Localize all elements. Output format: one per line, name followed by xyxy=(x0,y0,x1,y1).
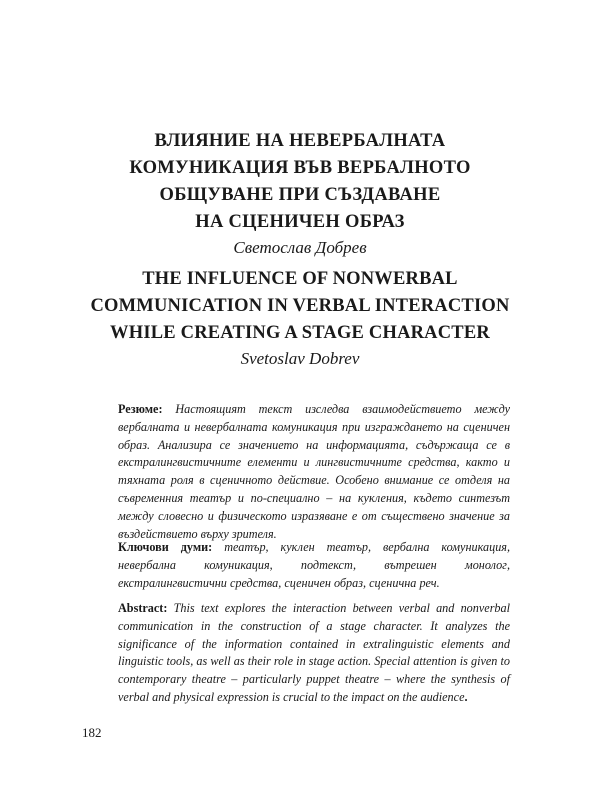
bulgarian-title-line: ОБЩУВАНЕ ПРИ СЪЗДАВАНЕ xyxy=(159,185,441,205)
english-title-line: WHILE CREATING A STAGE CHARACTER xyxy=(110,323,490,343)
english-abstract xyxy=(118,600,510,707)
english-title-line: COMMUNICATION IN VERBAL INTERACTION xyxy=(90,296,510,316)
english-title xyxy=(60,266,540,347)
bulgarian-abstract xyxy=(118,401,510,543)
english-abstract-end: . xyxy=(464,689,468,704)
bulgarian-title xyxy=(60,128,540,236)
bulgarian-author: Светослав Добрев xyxy=(233,238,367,257)
bulgarian-keywords xyxy=(118,539,510,592)
bulgarian-abstract-label: Резюме: xyxy=(118,402,163,416)
bulgarian-keywords-text: театър, куклен театър, вербална комуникация, невербална комуникация, подтекст, вътрешен монолог, екстралингвистични средства, сценичен образ, сценична реч. xyxy=(118,540,510,590)
page-number: 182 xyxy=(82,725,102,740)
bulgarian-title-line: ВЛИЯНИЕ НА НЕВЕРБАЛНАТА xyxy=(154,131,446,151)
english-abstract-text: This text explores the interaction between verbal and nonverbal communication in the construction of a stage character. It analyzes the significance of the information contained in extralinguistic elements and linguistic tools, as well as their role in stage action. Special attention is given to contemporary theatre – particularly puppet theatre – where the synthesis of verbal and physical expression is crucial to the impact on the audience xyxy=(118,601,511,704)
english-author: Svetoslav Dobrev xyxy=(240,349,360,368)
bulgarian-keywords-label: Ключови думи: xyxy=(118,540,213,554)
english-title-line: THE INFLUENCE OF NONWERBAL xyxy=(142,269,458,289)
english-abstract-label: Abstract: xyxy=(118,601,168,615)
bulgarian-title-line: КОМУНИКАЦИЯ ВЪВ ВЕРБАЛНОТО xyxy=(129,158,471,178)
bulgarian-title-line: НА СЦЕНИЧЕН ОБРАЗ xyxy=(195,212,405,232)
bulgarian-abstract-text: Настоящият текст изследва взаимодействието между вербалната и невербалната комуникация при изграждането на сценичен образ. Анализира се значението на информацията, съдържаща се в екстралингвистичните елементи и лингвистичните средства, както и тяхната роля в сценичното действие. Особено внимание се отделя на съвременния театър и по-специално – на кукления, където синтезът между словесно и физическото изразяване е от съществено значение за въздействието върху зрителя. xyxy=(118,402,511,541)
